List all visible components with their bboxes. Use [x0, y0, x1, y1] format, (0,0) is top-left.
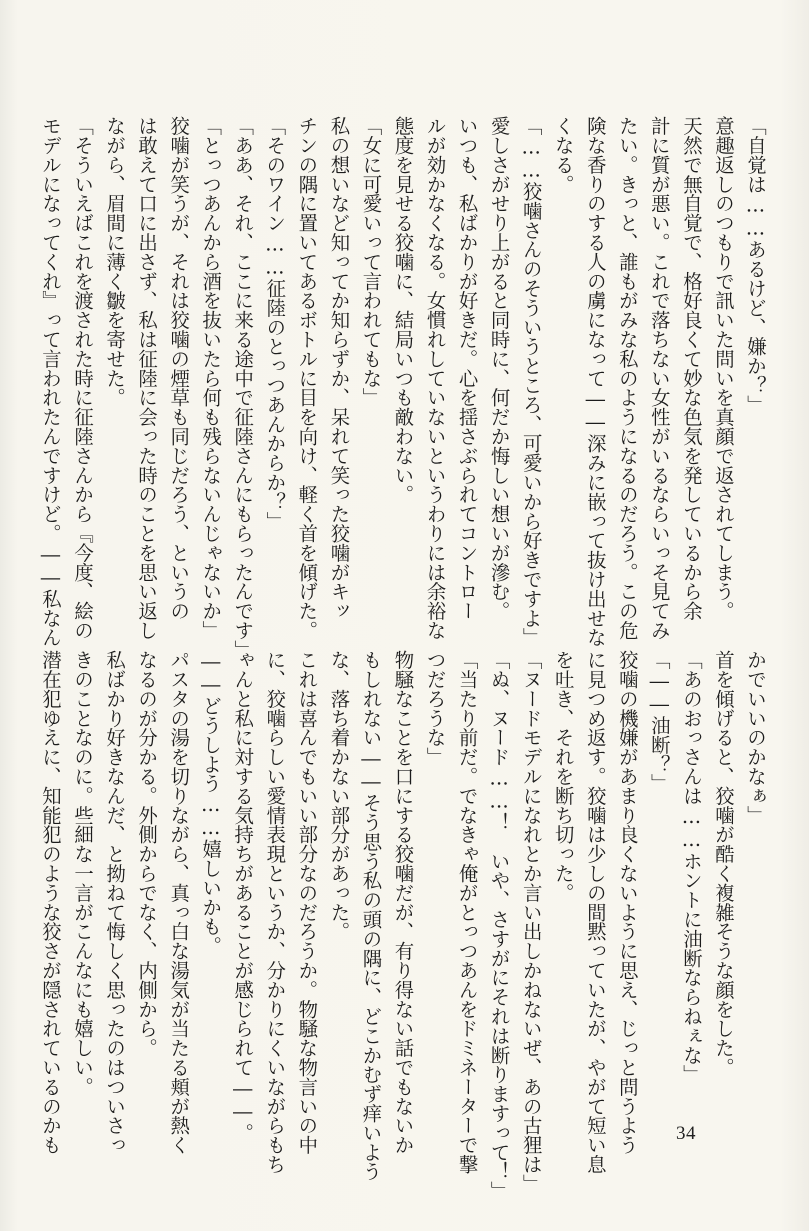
- text-column: ――どうしよう……嬉しいかも。: [199, 650, 223, 956]
- text-column: チンの隅に置いてあるボトルに目を向け、軽く首を傾げた。: [295, 116, 319, 640]
- text-column: たい。きっと、誰もがみな私のようになるのだろう。この危: [615, 116, 639, 640]
- text-column: 愛しさがせり上がると同時に、何だか悔しい想いが滲む。: [487, 116, 511, 621]
- text-column: 「女に可愛いって言われてもな」: [359, 116, 383, 407]
- text-column: 私ばかり好きなんだ、と拗ねて悔しく思ったのはついさっ: [103, 650, 127, 1155]
- text-column: 「あのおっさんは……ホントに油断ならねぇな」: [679, 650, 703, 1084]
- text-column: 天然で無自覚で、格好良くて妙な色気を発しているから余: [679, 116, 703, 621]
- text-column: に見つめ返す。狡噛は少しの間黙っていたが、やがて短い息: [583, 650, 607, 1174]
- text-column: きのことなのに。些細な一言がこんなにも嬉しい。: [71, 650, 95, 1097]
- text-column: いつも、私ばかりが好きだ。心を揺さぶられてコントロー: [455, 116, 479, 621]
- text-column: 「ぬ、ヌード……！ いや、さすがにそれは断りますって！」: [487, 650, 511, 1201]
- text-column: な、落ち着かない部分があった。: [327, 650, 351, 941]
- text-column: くなる。: [551, 116, 575, 194]
- text-column: 「そのワイン……征陸のとっつあんからか？」: [263, 116, 287, 531]
- text-column: 「自覚は……あるけど、嫌か？」: [744, 116, 767, 415]
- text-column: 首を傾げると、狡噛が酷く複雑そうな顔をした。: [711, 650, 735, 1077]
- text-column: 「ヌードモデルになれとか言い出しかねないぜ、あの古狸は」: [519, 650, 543, 1194]
- text-column: を吐き、それを断ち切った。: [551, 650, 575, 903]
- text-column: ゃんと私に対する気持ちがあることが感じられて――。: [231, 650, 255, 1143]
- text-column: 険な香りのする人の虜になって――深みに嵌って抜け出せな: [583, 116, 607, 647]
- text-column: つだろうな」: [423, 650, 447, 767]
- page-number: 34: [676, 1123, 696, 1144]
- text-column: 物騒なことを口にする狡噛だが、有り得ない話でもないか: [391, 650, 415, 1155]
- text-column: もしれない――そう思う私の頭の隅に、どこかむず痒いよう: [359, 650, 383, 1181]
- text-column: なるのが分かる。外側からでなく、内側から。: [135, 650, 159, 1058]
- text-block-top: [38, 116, 771, 660]
- text-column: 「――油断？」: [647, 650, 671, 793]
- text-column: 狡噛が笑うが、それは狡噛の煙草も同じだろう、というの: [167, 116, 191, 621]
- text-column: 私の想いなど知ってか知らずか、呆れて笑った狡噛がキッ: [327, 116, 351, 621]
- text-column: これは喜んでもいい部分なのだろうか。物騒な物言いの中: [295, 650, 319, 1155]
- text-column: モデルになってくれ』って言われたんですけど。――私なん: [38, 116, 62, 647]
- text-column: 「……狡噛さんのそういうところ、可愛いから好きですよ」: [519, 116, 543, 647]
- text-column: に、狡噛らしい愛情表現というか、分かりにくいながらもち: [263, 650, 287, 1174]
- text-column: 計に質が悪い。これで落ちない女性がいるならいっそ見てみ: [647, 116, 671, 640]
- text-column: 意趣返しのつもりで訊いた問いを真顔で返されてしまう。: [711, 116, 735, 621]
- text-column: ながら、眉間に薄く皺を寄せた。: [103, 116, 127, 407]
- text-column: ルが効かなくなる。女慣れしていないというわりには余裕な: [423, 116, 447, 640]
- text-column: パスタの湯を切りながら、真っ白な湯気が当たる頬が熱く: [167, 650, 191, 1155]
- text-column: 「そういえばこれを渡された時に征陸さんから『今度、絵の: [71, 116, 95, 640]
- text-column: 態度を見せる狡噛に、結局いつも敵わない。: [391, 116, 415, 504]
- text-column: かでいいのかなぁ」: [744, 650, 767, 825]
- text-column: は敢えて口に出さず、私は征陸に会った時のことを思い返し: [135, 116, 159, 640]
- text-column: 狡噛の機嫌があまり良くないように思え、じっと問うよう: [615, 650, 639, 1155]
- text-column: 「とっつあんから酒を抜いたら何も残らないんじゃないか」: [199, 116, 223, 640]
- text-column: 「当たり前だ。でなきゃ俺がとっつあんをドミネーターで撃: [455, 650, 479, 1174]
- text-column: 「ああ、それ、ここに来る途中で征陸さんにもらったんです」: [231, 116, 255, 660]
- text-column: 潜在犯ゆえに、知能犯のような狡さが隠されているのかも: [38, 650, 62, 1155]
